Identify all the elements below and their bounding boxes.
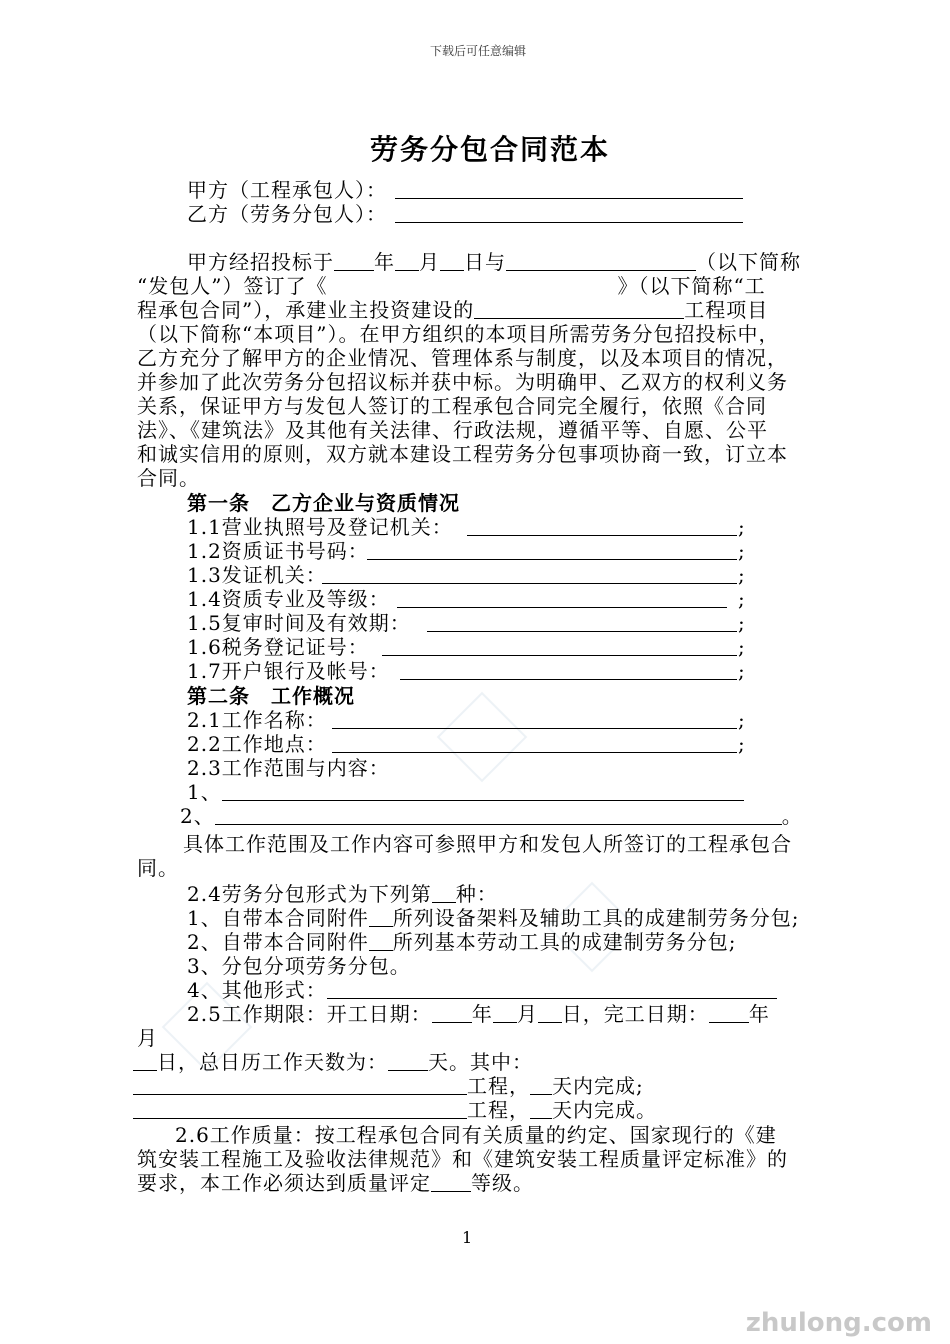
end-mark: ;	[738, 587, 746, 611]
text: 日，总日历工作天数为：	[157, 1050, 388, 1074]
scope-2-blank[interactable]	[215, 804, 782, 825]
party-a-blank[interactable]	[395, 178, 743, 199]
end-mark: ;	[738, 611, 746, 635]
watermark-text: zhulong.com	[745, 1308, 932, 1338]
sub-days-blank[interactable]	[530, 1074, 552, 1095]
text: 程承包合同”），承建业主投资建设的	[137, 298, 475, 322]
work-location-line	[187, 732, 747, 756]
item-label: 1.4资质专业及等级：	[187, 587, 390, 611]
preamble-line: （以下简称“本项目”）。在甲方组织的本项目所需劳务分包招投标中，	[137, 322, 780, 346]
text: 日与	[464, 250, 506, 274]
page-number: 1	[462, 1228, 473, 1247]
blank-year[interactable]	[334, 250, 374, 271]
end-mark: ;	[738, 539, 746, 563]
blank-project-name[interactable]	[474, 298, 684, 319]
end-mark: ;	[738, 635, 746, 659]
item-label: 1、	[187, 780, 222, 804]
work-name-line	[187, 708, 747, 732]
text: 年	[374, 250, 395, 274]
work-period-line	[133, 1050, 533, 1074]
preamble-line: 乙方充分了解甲方的企业情况、管理体系与制度，以及本项目的情况，	[137, 346, 788, 370]
scope-item-1	[187, 780, 744, 804]
item-label: 1.5复审时间及有效期：	[187, 611, 411, 635]
party-b-label: 乙方（劳务分包人）：	[187, 202, 387, 226]
preamble-line: 法》、《建筑法》及其他有关法律、行政法规，遵循平等、自愿、公平	[137, 418, 768, 442]
scope-note-line: 同。	[137, 856, 179, 880]
article-1-item	[187, 635, 747, 659]
article-1-item	[187, 587, 747, 611]
start-year-blank[interactable]	[432, 1002, 472, 1023]
text: 月	[419, 250, 440, 274]
sub-period-line	[133, 1098, 657, 1122]
item-label: 1.1营业执照号及登记机关：	[187, 515, 453, 539]
item-blank[interactable]	[400, 659, 737, 680]
text: 月	[516, 1002, 538, 1026]
form-choice-blank[interactable]	[432, 882, 456, 903]
blank-month[interactable]	[395, 250, 419, 271]
quality-line: 筑安装工程施工及验收法律规范》和《建筑安装工程质量评定标准》的	[137, 1147, 788, 1171]
form-option-2	[187, 930, 736, 954]
party-a-label: 甲方（工程承包人）：	[187, 178, 387, 202]
preamble-line	[187, 250, 801, 274]
form-option-1	[187, 906, 799, 930]
text: 2、自带本合同附件	[187, 930, 369, 954]
item-label: 1.7开户银行及帐号：	[187, 659, 390, 683]
article-1-item	[187, 563, 747, 587]
text: 等级。	[471, 1171, 534, 1195]
text: 2.4劳务分包形式为下列第	[187, 882, 432, 906]
article-1-item	[187, 515, 747, 539]
item-blank[interactable]	[397, 587, 727, 608]
party-b-blank[interactable]	[395, 202, 743, 223]
header-note: 下载后可任意编辑	[430, 44, 527, 58]
form-option-4	[187, 978, 777, 1002]
preamble-line	[137, 298, 768, 322]
item-label: 2.2工作地点：	[187, 732, 327, 756]
item-label: 1.3发证机关：	[187, 563, 327, 587]
sub-period-line	[133, 1074, 644, 1098]
text: 》（以下简称“工	[617, 274, 766, 298]
end-mark: ;	[738, 659, 746, 683]
text: 2.5工作期限：开工日期：	[187, 1002, 432, 1026]
end-day-blank[interactable]	[133, 1050, 157, 1071]
end-mark: ;	[738, 563, 746, 587]
scope-note-line: 具体工作范围及工作内容可参照甲方和发包人所签订的工程承包合	[183, 832, 792, 856]
quality-grade-blank[interactable]	[431, 1171, 471, 1192]
preamble-line: 关系，保证甲方与发包人签订的工程承包合同完全履行，依照《合同	[137, 394, 767, 418]
work-period-line: 月	[137, 1026, 158, 1050]
article-2-heading: 第二条 工作概况	[187, 684, 355, 708]
text: 天内完成。	[552, 1098, 657, 1122]
quality-line: 2.6工作质量：按工程承包合同有关质量的约定、国家现行的《建	[175, 1123, 777, 1147]
sub-work-blank[interactable]	[133, 1074, 467, 1095]
end-mark: ;	[738, 515, 746, 539]
text: 所列设备架料及辅助工具的成建制劳务分包;	[392, 906, 800, 930]
item-blank[interactable]	[467, 515, 737, 536]
blank-employer[interactable]	[506, 250, 696, 271]
end-year-blank[interactable]	[709, 1002, 749, 1023]
quality-line	[137, 1171, 534, 1195]
text: 天。其中：	[428, 1050, 533, 1074]
text: 要求，本工作必须达到质量评定	[137, 1171, 431, 1195]
sub-days-blank[interactable]	[530, 1098, 552, 1119]
text: 日，完工日期：	[561, 1002, 709, 1026]
text: 所列基本劳动工具的成建制劳务分包;	[392, 930, 737, 954]
text: 工程，	[467, 1098, 530, 1122]
article-1-item	[187, 611, 747, 635]
text: 甲方经招投标于	[187, 250, 334, 274]
text: 工程，	[467, 1074, 530, 1098]
total-days-blank[interactable]	[388, 1050, 428, 1071]
article-1-heading: 第一条 乙方企业与资质情况	[187, 491, 460, 515]
other-form-blank[interactable]	[327, 978, 777, 999]
item-label: 2、	[180, 804, 215, 828]
work-name-blank[interactable]	[332, 708, 737, 729]
end-mark: ;	[738, 708, 746, 732]
preamble-line: 合同。	[137, 466, 200, 490]
text: 天内完成;	[552, 1074, 644, 1098]
party-a-line	[187, 178, 743, 202]
page-title: 劳务分包合同范本	[370, 133, 611, 166]
item-blank[interactable]	[427, 611, 737, 632]
article-1-item	[187, 659, 747, 683]
text: 年	[471, 1002, 493, 1026]
work-scope-label: 2.3工作范围与内容：	[187, 756, 390, 780]
party-b-line	[187, 202, 743, 226]
text: “发包人”）签订了《	[137, 274, 328, 298]
text: 种：	[455, 882, 498, 906]
preamble-line	[137, 274, 766, 298]
item-blank[interactable]	[367, 539, 737, 560]
article-1-item	[187, 539, 747, 563]
item-label: 1.2资质证书号码：	[187, 539, 369, 563]
work-location-blank[interactable]	[332, 732, 737, 753]
end-mark: ;	[738, 732, 746, 756]
text: （以下简称	[696, 250, 801, 274]
annex-blank[interactable]	[369, 906, 393, 927]
preamble-line: 并参加了此次劳务分包招议标并获中标。为明确甲、乙双方的权利义务	[137, 370, 788, 394]
start-day-blank[interactable]	[538, 1002, 562, 1023]
preamble-line: 和诚实信用的原则，双方就本建设工程劳务分包事项协商一致，订立本	[137, 442, 788, 466]
start-month-blank[interactable]	[493, 1002, 517, 1023]
item-label: 1.6税务登记证号：	[187, 635, 369, 659]
subcontract-form-line	[187, 882, 498, 906]
text: 年	[748, 1002, 770, 1026]
item-blank[interactable]	[322, 563, 737, 584]
annex-blank[interactable]	[369, 930, 393, 951]
text: 1、自带本合同附件	[187, 906, 369, 930]
scope-item-2	[180, 804, 803, 828]
text: 工程项目	[684, 298, 769, 322]
text: 4、其他形式：	[187, 978, 327, 1002]
form-option-3: 3、分包分项劳务分包。	[187, 954, 411, 978]
end-mark: 。	[781, 804, 803, 828]
item-label: 2.1工作名称：	[187, 708, 327, 732]
work-period-line	[187, 1002, 770, 1026]
sub-work-blank[interactable]	[133, 1098, 467, 1119]
item-blank[interactable]	[382, 635, 737, 656]
blank-day[interactable]	[440, 250, 464, 271]
scope-1-blank[interactable]	[222, 780, 744, 801]
